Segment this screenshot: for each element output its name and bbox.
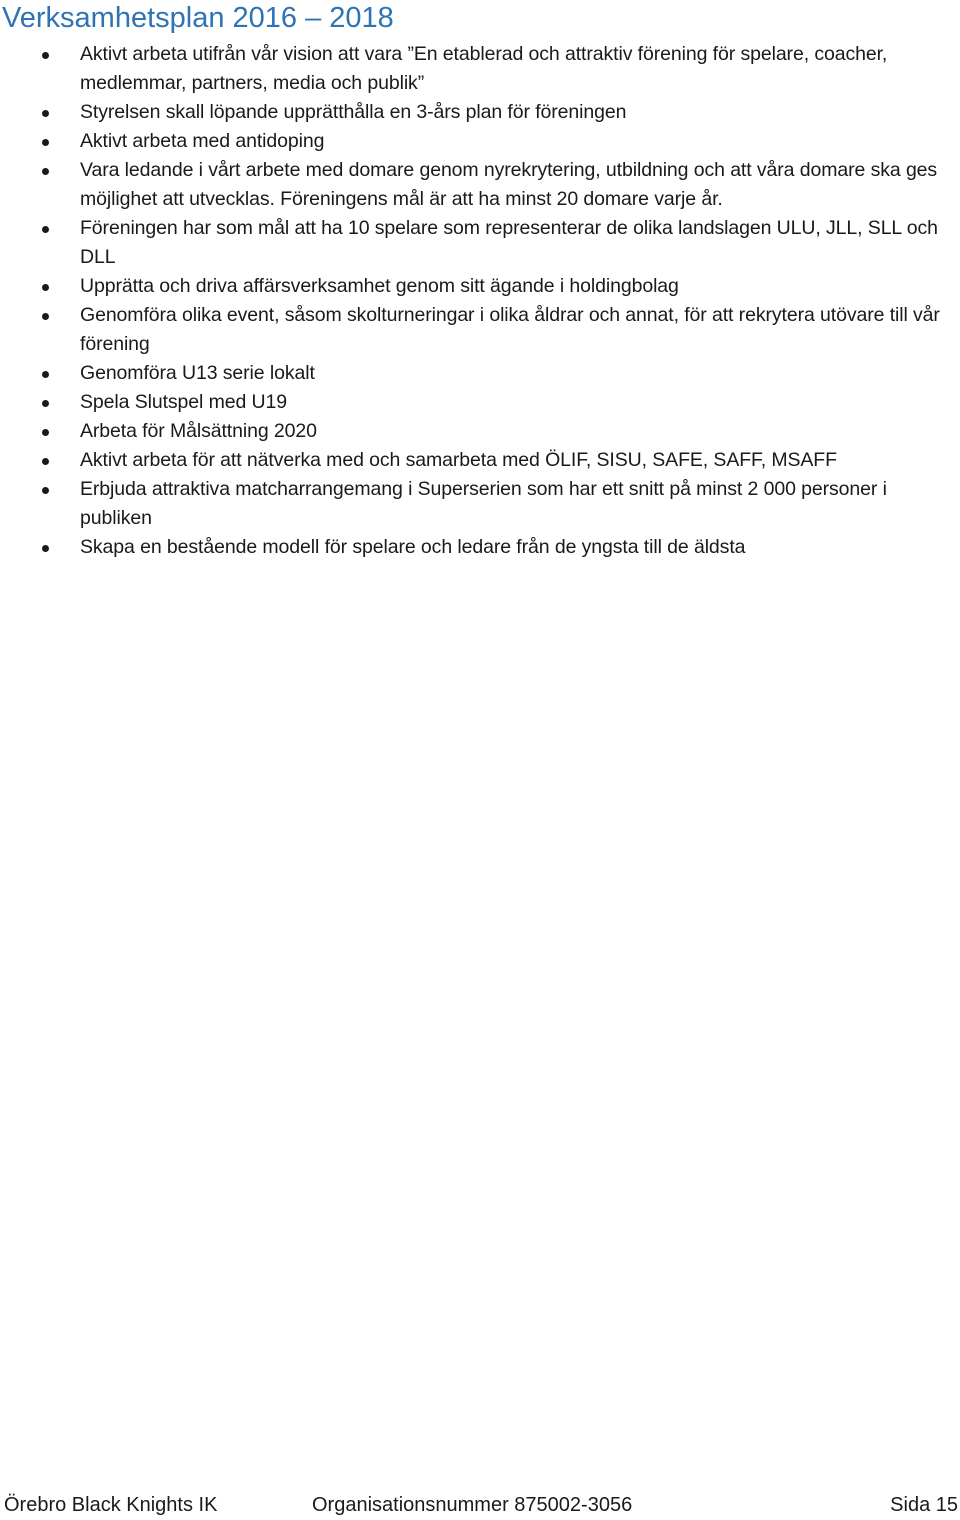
list-item-text: Styrelsen skall löpande upprätthålla en 3-års plan för föreningen xyxy=(80,101,627,123)
bullet-icon xyxy=(42,284,49,291)
list-item-text: Aktivt arbeta utifrån vår vision att vara ”En etablerad och attraktiv förening för spelare, coacher, medlemmar, partners, media och publik” xyxy=(80,43,888,94)
footer-organization: Örebro Black Knights IK xyxy=(4,1494,218,1516)
footer-org-number: Organisationsnummer 875002-3056 xyxy=(312,1494,633,1516)
bullet-icon xyxy=(42,429,49,436)
bullet-list xyxy=(0,40,960,562)
list-item-text: Upprätta och driva affärsverksamhet genom sitt ägande i holdingbolag xyxy=(80,275,679,297)
list-item-text: Aktivt arbeta för att nätverka med och samarbeta med ÖLIF, SISU, SAFE, SAFF, MSAFF xyxy=(80,449,837,471)
list-item-text: Genomföra olika event, såsom skolturneringar i olika åldrar och annat, för att rekrytera utövare till vår förening xyxy=(80,304,940,355)
bullet-icon xyxy=(42,400,49,407)
list-item-text: Erbjuda attraktiva matcharrangemang i Superserien som har ett snitt på minst 2 000 personer i publiken xyxy=(80,478,887,529)
page-footer xyxy=(0,1490,960,1520)
list-item-text: Skapa en bestående modell för spelare och ledare från de yngsta till de äldsta xyxy=(80,536,746,558)
list-item xyxy=(0,272,960,301)
footer-page-number: Sida 15 xyxy=(890,1494,958,1516)
list-item xyxy=(0,446,960,475)
list-item xyxy=(0,98,960,127)
bullet-icon xyxy=(42,487,49,494)
bullet-icon xyxy=(42,110,49,117)
bullet-icon xyxy=(42,545,49,552)
bullet-icon xyxy=(42,168,49,175)
bullet-icon xyxy=(42,313,49,320)
list-item-text: Arbeta för Målsättning 2020 xyxy=(80,420,317,442)
list-item xyxy=(0,301,960,359)
list-item xyxy=(0,359,960,388)
list-item xyxy=(0,475,960,533)
list-item-text: Genomföra U13 serie lokalt xyxy=(80,362,315,384)
list-item-text: Föreningen har som mål att ha 10 spelare som representerar de olika landslagen ULU, JLL, SLL och DLL xyxy=(80,217,938,268)
list-item xyxy=(0,533,960,562)
list-item xyxy=(0,214,960,272)
bullet-icon xyxy=(42,458,49,465)
list-item-text: Spela Slutspel med U19 xyxy=(80,391,288,413)
list-item-text: Aktivt arbeta med antidoping xyxy=(80,130,325,152)
list-item xyxy=(0,127,960,156)
list-item-text: Vara ledande i vårt arbete med domare genom nyrekrytering, utbildning och att våra domare ska ges möjlighet att utvecklas. Föreningens mål är att ha minst 20 domare varje år. xyxy=(80,159,938,210)
bullet-icon xyxy=(42,52,49,59)
list-item xyxy=(0,40,960,98)
page-title: Verksamhetsplan 2016 – 2018 xyxy=(2,2,394,34)
list-item xyxy=(0,417,960,446)
bullet-icon xyxy=(42,371,49,378)
bullet-icon xyxy=(42,226,49,233)
list-item xyxy=(0,156,960,214)
list-item xyxy=(0,388,960,417)
bullet-icon xyxy=(42,139,49,146)
